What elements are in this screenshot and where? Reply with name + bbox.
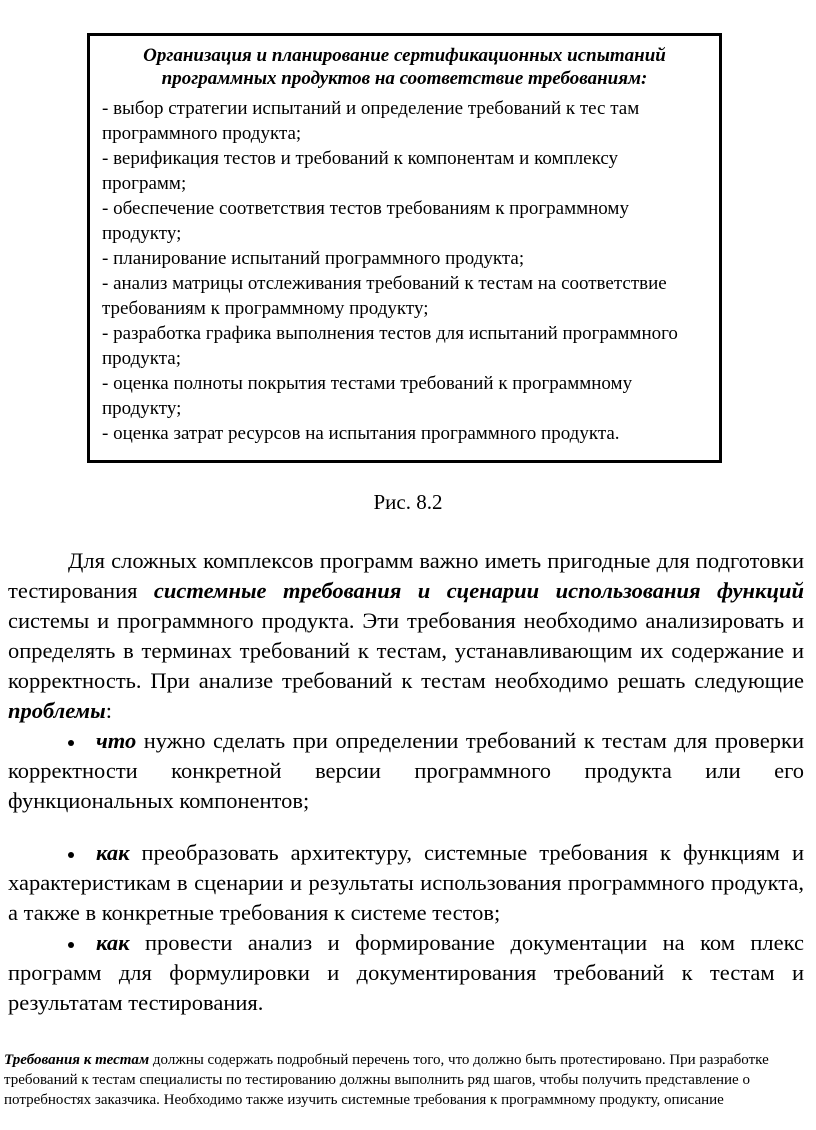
bullet-text: нужно сделать при определении требований к тестам для проверки корректности конкретной версии программного продукта или его функциональных компонентов; bbox=[8, 728, 804, 813]
box-title bbox=[102, 44, 707, 90]
box-list-item: - оценка полноты покрытия тестами требований к программному продукту; bbox=[102, 373, 633, 419]
emphasis-text: что bbox=[96, 728, 137, 753]
box-title-line1: Организация и планирование сертификационных испытаний bbox=[143, 45, 666, 66]
bullet-icon bbox=[68, 852, 74, 858]
emphasis-text: как bbox=[96, 930, 130, 955]
footnote-text bbox=[4, 1050, 804, 1110]
emphasis-text: как bbox=[96, 840, 130, 865]
box-title-line2: программных продуктов на соответствие требованиям: bbox=[161, 68, 648, 89]
bullet-icon bbox=[68, 740, 74, 746]
box-list-item: - верификация тестов и требований к компонентам и комплексу программ; bbox=[102, 148, 619, 194]
bullet-item bbox=[8, 838, 804, 928]
box-list-item: - анализ матрицы отслеживания требований к тестам на соответствие требованиям к программному продукту; bbox=[102, 273, 667, 319]
box-list-item: - выбор стратегии испытаний и определение требований к тес там программного продукта; bbox=[102, 98, 640, 144]
box-list-item: - оценка затрат ресурсов на испытания программного продукта. bbox=[102, 423, 620, 444]
paragraph-intro bbox=[8, 546, 804, 726]
emphasis-text: системные требования и сценарии использования функций bbox=[153, 578, 804, 603]
figure-caption: Рис. 8.2 bbox=[373, 490, 443, 514]
bullet-text: преобразовать архитектуру, системные требования к функциям и характеристикам в сценарии и результаты использования программного продукта, а также в конкретные требования к системе тестов; bbox=[8, 840, 804, 925]
paragraph-text: : bbox=[105, 698, 112, 723]
box-list-item: - планирование испытаний программного продукта; bbox=[102, 248, 525, 269]
bullet-item bbox=[8, 928, 804, 1018]
bullet-icon bbox=[68, 942, 74, 948]
box-list-item: - разработка графика выполнения тестов для испытаний программного продукта; bbox=[102, 323, 678, 369]
emphasis-text: проблемы bbox=[8, 698, 106, 723]
requirements-box bbox=[87, 33, 722, 463]
body-text bbox=[8, 546, 804, 1018]
box-list-item: - обеспечение соответствия тестов требованиям к программному продукту; bbox=[102, 198, 629, 244]
footnote-body: должны содержать подробный перечень того, что должно быть протестировано. При разработке требований к тестам специалисты по тестированию должны выполнить ряд шагов, чтобы получить представление о потребностях заказчика. Необходимо также изучить системные требования к программному продукту, описание bbox=[4, 1052, 769, 1108]
paragraph-text: системы и программного продукта. Эти требования необходимо анализировать и определять в терминах требований к тестам, устанавливающим их содержание и корректность. При анализе требований к тестам необходимо решать следующие bbox=[8, 608, 804, 693]
footnote-emphasis: Требования к тестам bbox=[4, 1052, 150, 1068]
box-list bbox=[102, 96, 707, 446]
paragraph-text: Для сложных комплексов программ важно иметь пригодные для подготовки тестирования bbox=[8, 548, 804, 603]
bullet-text: провести анализ и формирование документации на ком плекс программ для формулировки и документирования требований к тестам и результатам тестирования. bbox=[8, 930, 804, 1015]
bullet-item bbox=[8, 726, 804, 816]
